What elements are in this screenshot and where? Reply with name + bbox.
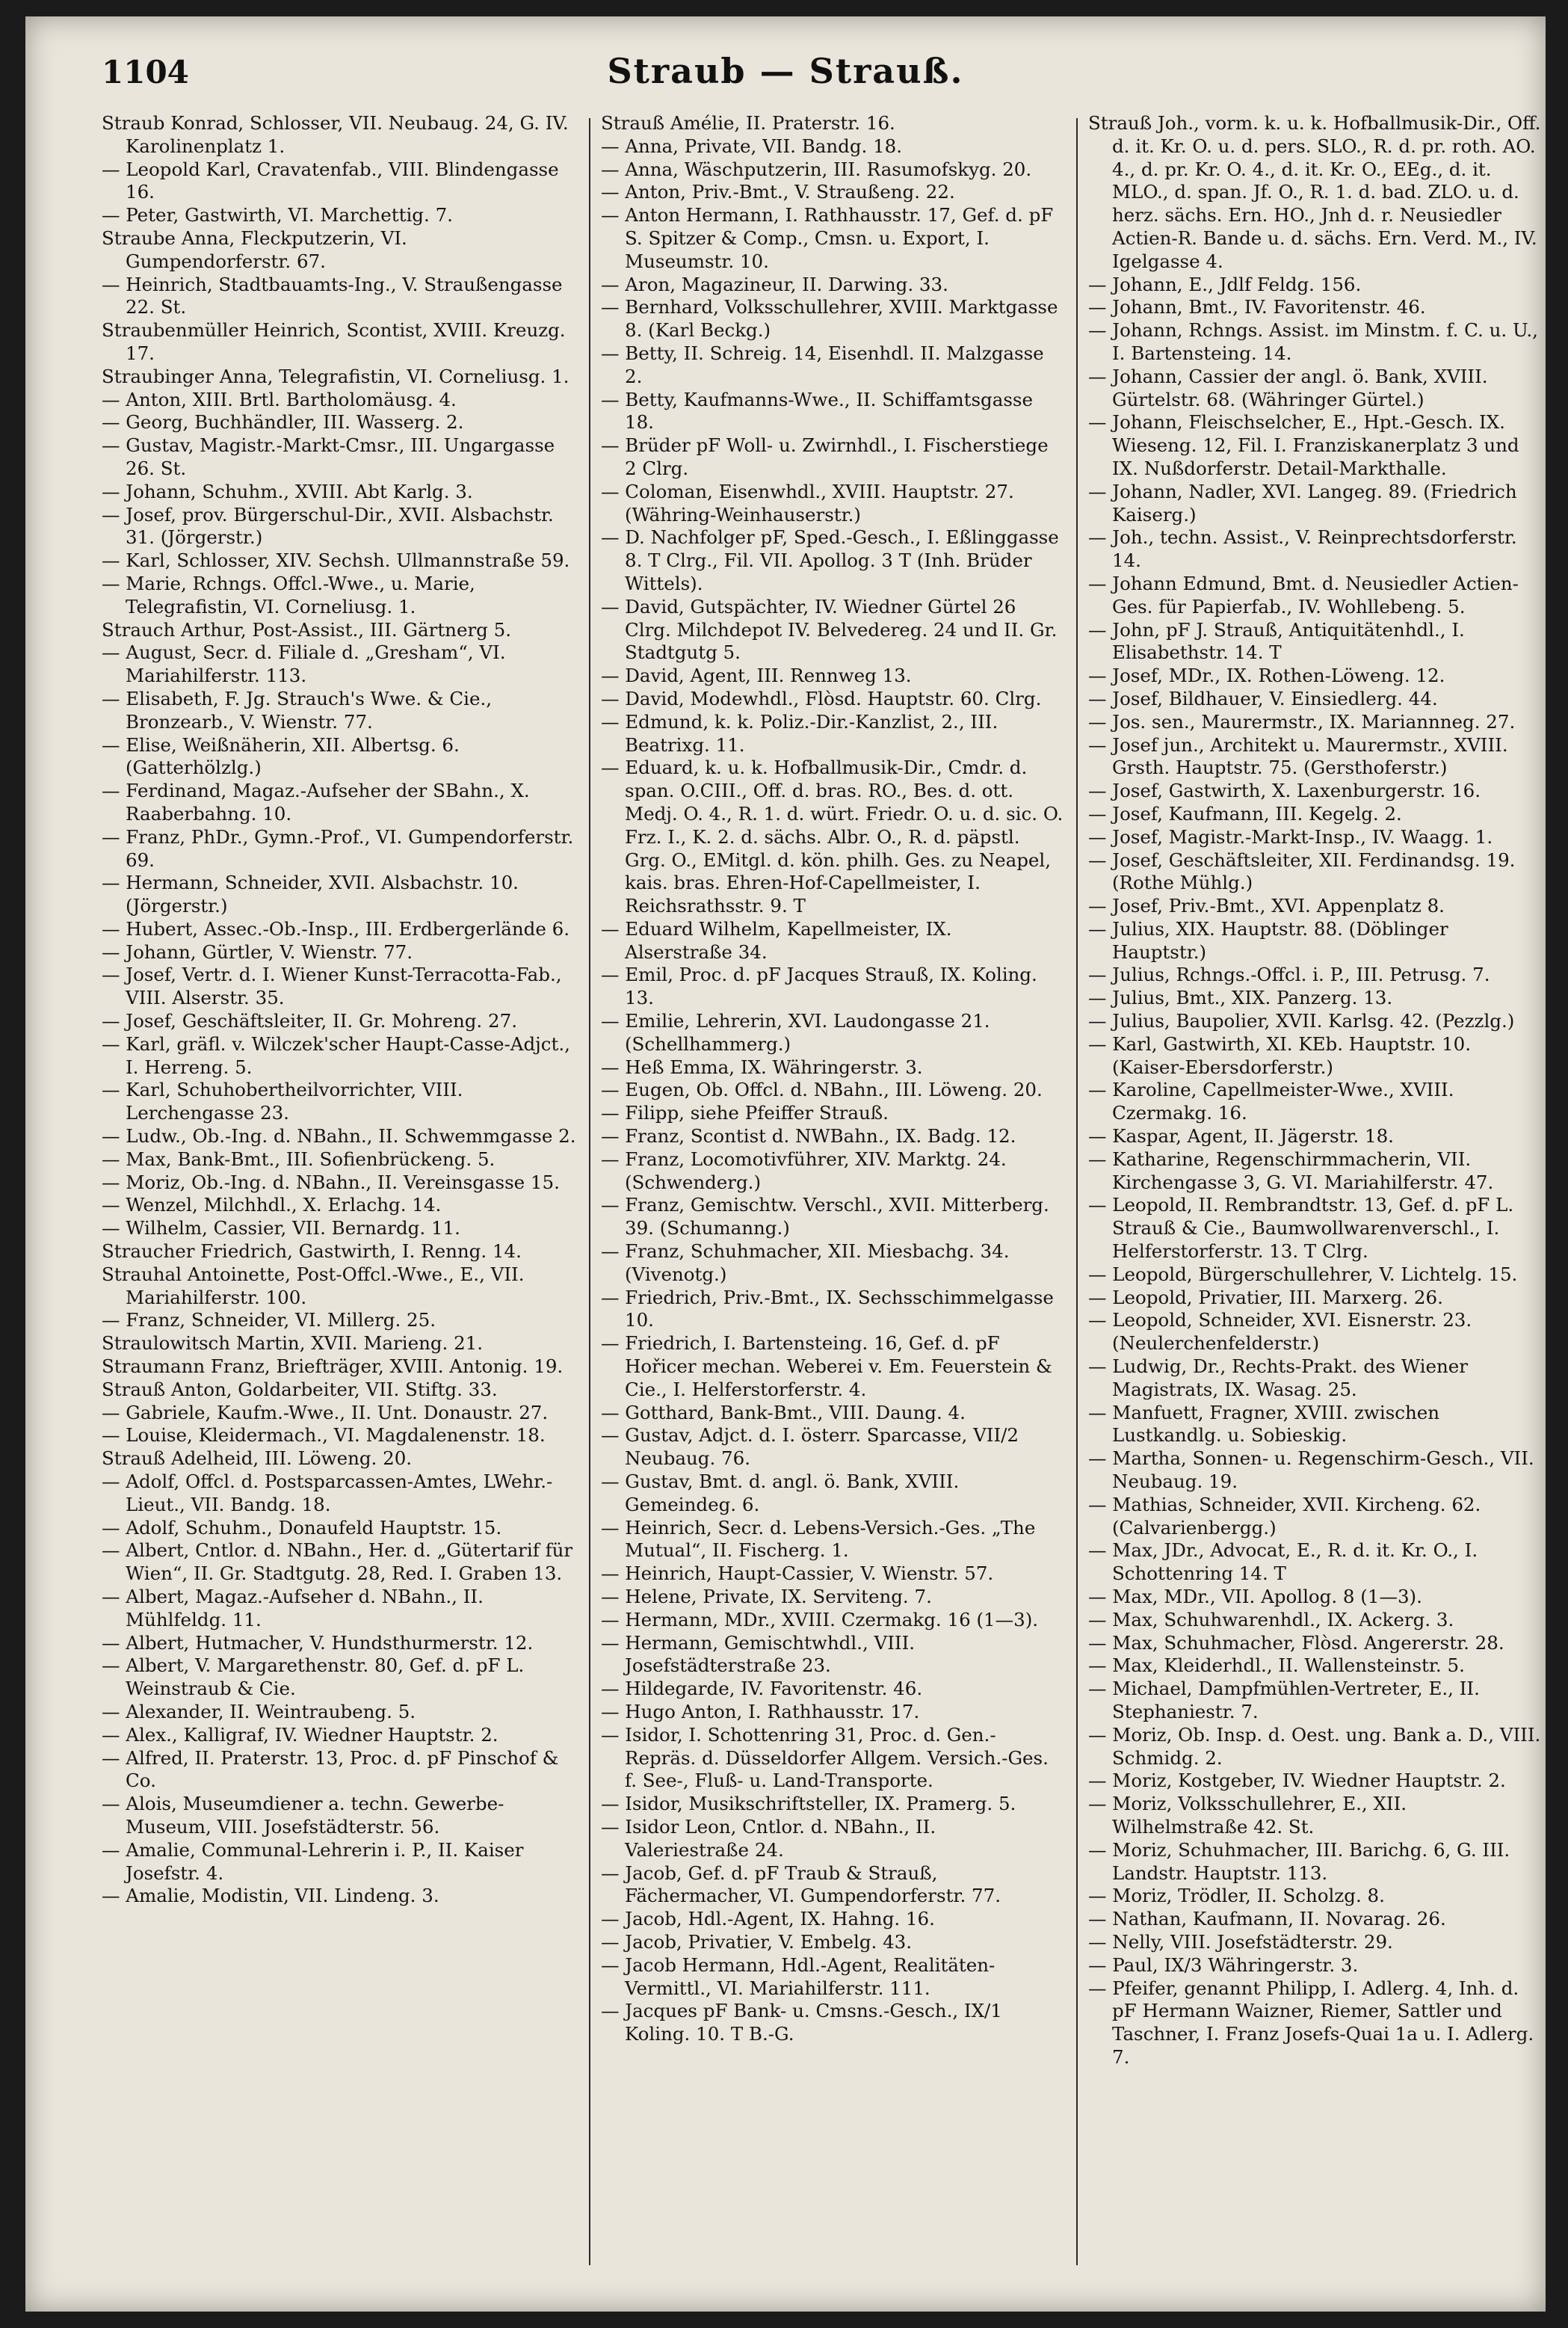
directory-entry: — Anna, Wäschputzerin, III. Rasumofskyg. 20. <box>601 158 1032 180</box>
directory-entry: — Heinrich, Secr. d. Lebens-Versich.-Ges. „The Mutual“, II. Fischerg. 1. <box>601 1516 1036 1562</box>
directory-entry: — Heinrich, Haupt-Cassier, V. Wienstr. 57. <box>601 1562 994 1585</box>
directory-entry: — Josef, Kaufmann, III. Kegelg. 2. <box>1088 802 1402 825</box>
directory-entry: — Leopold Karl, Cravatenfab., VIII. Blindengasse 16. <box>102 158 559 203</box>
directory-entry: — Max, MDr., VII. Apollog. 8 (1—3). <box>1088 1586 1422 1607</box>
directory-entry: — Leopold, Bürgerschullehrer, V. Lichtelg. 15. <box>1088 1263 1518 1285</box>
directory-entry: — Albert, V. Margarethenstr. 80, Gef. d. pF L. Weinstraub & Cie. <box>102 1654 525 1700</box>
directory-entry: Straubenmüller Heinrich, Scontist, XVIII. Kreuzg. 17. <box>102 319 566 364</box>
directory-entry: — Max, Schuhwarenhdl., IX. Ackerg. 3. <box>1088 1608 1454 1630</box>
directory-entry: — Jacob Hermann, Hdl.-Agent, Realitäten-Vermittl., VI. Mariahilferstr. 111. <box>601 1953 996 1999</box>
directory-entry: — Eugen, Ob. Offcl. d. NBahn., III. Löweng. 20. <box>601 1079 1043 1101</box>
directory-entry: — Gustav, Magistr.-Markt-Cmsr., III. Ungargasse 26. St. <box>102 434 555 479</box>
directory-entry: — Edmund, k. k. Poliz.-Dir.-Kanzlist, 2., III. Beatrixg. 11. <box>601 710 998 756</box>
directory-entry: — Heß Emma, IX. Währingerstr. 3. <box>601 1056 923 1078</box>
directory-entry: — Karl, Schuhobertheilvorrichter, VIII. Lerchengasse 23. <box>102 1079 463 1124</box>
directory-entry: — Leopold, II. Rembrandtstr. 13, Gef. d. pF L. Strauß & Cie., Baumwollwarenverschl., I. Helferstorferstr. 13. T Clrg. <box>1088 1194 1514 1263</box>
directory-entry: — Max, Kleiderhdl., II. Wallensteinstr. 5. <box>1088 1654 1465 1677</box>
directory-entry: Strauch Arthur, Post-Assist., III. Gärtnerg 5. <box>102 618 511 641</box>
directory-entry: — Amalie, Modistin, VII. Lindeng. 3. <box>102 1885 439 1907</box>
directory-entry: — Moriz, Schuhmacher, III. Barichg. 6, G. III. Landstr. Hauptstr. 113. <box>1088 1838 1510 1884</box>
directory-entry: — Albert, Magaz.-Aufseher d. NBahn., II. Mühlfeldg. 11. <box>102 1586 484 1630</box>
directory-entry: — Josef, MDr., IX. Rothen-Löweng. 12. <box>1088 665 1445 687</box>
column-rule <box>589 118 590 2265</box>
directory-entry: Strauß Anton, Goldarbeiter, VII. Stiftg. 33. <box>102 1378 498 1400</box>
directory-entry: — Pfeifer, genannt Philipp, I. Adlerg. 4, Inh. d. pF Hermann Waizner, Riemer, Sattler und Taschner, I. Franz Josefs-Quai 1a u. I. Adlerg. 7. <box>1088 1977 1534 2068</box>
directory-entry: — Gustav, Bmt. d. angl. ö. Bank, XVIII. Gemeindeg. 6. <box>601 1471 960 1515</box>
directory-entry: — Ludw., Ob.-Ing. d. NBahn., II. Schwemmgasse 2. <box>102 1125 576 1148</box>
column-rule <box>1076 118 1078 2265</box>
directory-entry: — Moriz, Kostgeber, IV. Wiedner Hauptstr. 2. <box>1088 1770 1506 1792</box>
directory-entry: — Jacques pF Bank- u. Cmsns.-Gesch., IX/1 Koling. 10. T B.-G. <box>601 2000 1002 2045</box>
directory-entry: — Isidor, I. Schottenring 31, Proc. d. Gen.-Repräs. d. Düsseldorfer Allgem. Versich.-Ges. f. See-, Fluß- u. Land-Transporte. <box>601 1723 1049 1792</box>
directory-entry: — Max, Schuhmacher, Flòsd. Angererstr. 28. <box>1088 1631 1504 1654</box>
directory-entry: — Eduard, k. u. k. Hofballmusik-Dir., Cmdr. d. span. O.CIII., Off. d. bras. RO., Bes. d. ott. Medj. O. 4., R. 1. d. würt. Friedr. O. u. d. sic. O. Frz. I., K. 2. d. sächs. Albr. O., R. d. päpstl. Grg. O., EMitgl. d. kön. philh. Ges. zu Neapel, kais. bras. Ehren-Hof-Capellmeister, I. Reichsrathsstr. 9. T <box>601 757 1064 917</box>
directory-entry: — Nelly, VIII. Josefstädterstr. 29. <box>1088 1930 1393 1953</box>
directory-entry: — David, Modewhdl., Flòsd. Hauptstr. 60. Clrg. <box>601 687 1042 709</box>
directory-entry: — Amalie, Communal-Lehrerin i. P., II. Kaiser Josefstr. 4. <box>102 1838 524 1884</box>
directory-entry: — Heinrich, Stadtbauamts-Ing., V. Straußengasse 22. St. <box>102 273 563 318</box>
directory-entry: — Georg, Buchhändler, III. Wasserg. 2. <box>102 411 464 434</box>
directory-entry: — Max, JDr., Advocat, E., R. d. it. Kr. O., I. Schottenring 14. T <box>1088 1539 1478 1585</box>
directory-entry: — David, Gutspächter, IV. Wiedner Gürtel 26 Clrg. Milchdepot IV. Belvedereg. 24 und II. Gr. Stadtgutg 5. <box>601 595 1058 664</box>
directory-entry: Straumann Franz, Briefträger, XVIII. Antonig. 19. <box>102 1355 564 1378</box>
directory-entry: Straubinger Anna, Telegrafistin, VI. Corneliusg. 1. <box>102 365 570 387</box>
directory-columns <box>102 112 1541 2295</box>
directory-entry: — Alois, Museumdiener a. techn. Gewerbe-Museum, VIII. Josefstädterstr. 56. <box>102 1793 504 1838</box>
directory-entry: — Johann, Gürtler, V. Wienstr. 77. <box>102 940 413 963</box>
directory-entry: — Manfuett, Fragner, XVIII. zwischen Lustkandlg. u. Sobieskig. <box>1088 1401 1440 1447</box>
directory-entry: — Brüder pF Woll- u. Zwirnhdl., I. Fischerstiege 2 Clrg. <box>601 434 1049 479</box>
directory-entry: — Isidor Leon, Cntlor. d. NBahn., II. Valeriestraße 24. <box>601 1815 936 1861</box>
directory-entry: — Leopold, Schneider, XVI. Eisnerstr. 23. (Neulerchenfelderstr.) <box>1088 1309 1472 1355</box>
directory-entry: — Josef, Vertr. d. I. Wiener Kunst-Terracotta-Fab., VIII. Alserstr. 35. <box>102 964 562 1009</box>
directory-entry: — Marie, Rchngs. Offcl.-Wwe., u. Marie, Telegrafistin, VI. Corneliusg. 1. <box>102 572 475 618</box>
page-number: 1104 <box>102 54 189 90</box>
directory-entry: — Kaspar, Agent, II. Jägerstr. 18. <box>1088 1125 1394 1148</box>
directory-page <box>25 16 1546 2312</box>
directory-entry: — Josef jun., Architekt u. Maurermstr., XVIII. Grsth. Hauptstr. 75. (Gersthoferstr.) <box>1088 733 1508 779</box>
directory-entry: — Coloman, Eisenwhdl., XVIII. Hauptstr. 27. (Währing-Weinhauserstr.) <box>601 480 1014 526</box>
column-2 <box>601 112 1064 2295</box>
directory-entry: — Elise, Weißnäherin, XII. Albertsg. 6. (Gatterhölzlg.) <box>102 733 460 779</box>
directory-entry: — Josef, Geschäftsleiter, II. Gr. Mohreng. 27. <box>102 1010 517 1032</box>
directory-entry: Straube Anna, Fleckputzerin, VI. Gumpendorferstr. 67. <box>102 227 407 272</box>
directory-entry: — Josef, Priv.-Bmt., XVI. Appenplatz 8. <box>1088 895 1445 917</box>
directory-entry: — Isidor, Musikschriftsteller, IX. Pramerg. 5. <box>601 1793 1016 1815</box>
directory-entry: — Alfred, II. Praterstr. 13, Proc. d. pF Pinschof & Co. <box>102 1746 559 1792</box>
directory-entry: — Josef, Magistr.-Markt-Insp., IV. Waagg. 1. <box>1088 825 1493 848</box>
directory-entry: — Franz, PhDr., Gymn.-Prof., VI. Gumpendorferstr. 69. <box>102 825 574 871</box>
directory-entry: — Julius, Rchngs.-Offcl. i. P., III. Petrusg. 7. <box>1088 964 1490 986</box>
directory-entry: — Gotthard, Bank-Bmt., VIII. Daung. 4. <box>601 1401 966 1423</box>
directory-entry: — Josef, Gastwirth, X. Laxenburgerstr. 16. <box>1088 780 1481 802</box>
directory-entry: — Jacob, Hdl.-Agent, IX. Hahng. 16. <box>601 1908 935 1930</box>
directory-entry: — Adolf, Offcl. d. Postsparcassen-Amtes, LWehr.-Lieut., VII. Bandg. 18. <box>102 1471 553 1515</box>
column-1 <box>102 112 577 2295</box>
directory-entry: — Emil, Proc. d. pF Jacques Strauß, IX. Koling. 13. <box>601 964 1037 1009</box>
directory-entry: — Anton, Priv.-Bmt., V. Straußeng. 22. <box>601 181 955 203</box>
directory-entry: — Moriz, Trödler, II. Scholzg. 8. <box>1088 1885 1385 1907</box>
directory-entry: — Martha, Sonnen- u. Regenschirm-Gesch., VII. Neubaug. 19. <box>1088 1447 1534 1493</box>
directory-entry: — Friedrich, Priv.-Bmt., IX. Sechsschimmelgasse 10. <box>601 1286 1054 1331</box>
directory-entry: — Betty, Kaufmanns-Wwe., II. Schiffamtsgasse 18. <box>601 388 1033 434</box>
directory-entry: — Josef, prov. Bürgerschul-Dir., XVII. Alsbachstr. 31. (Jörgerstr.) <box>102 503 554 549</box>
directory-entry: — Johann, Bmt., IV. Favoritenstr. 46. <box>1088 296 1426 318</box>
directory-entry: Strauß Amélie, II. Praterstr. 16. <box>601 112 895 134</box>
directory-entry: — Moriz, Ob.-Ing. d. NBahn., II. Vereinsgasse 15. <box>102 1171 560 1193</box>
directory-entry: — Paul, IX/3 Währingerstr. 3. <box>1088 1953 1359 1976</box>
directory-entry: — Franz, Locomotivführer, XIV. Marktg. 24. (Schwenderg.) <box>601 1148 1007 1193</box>
directory-entry: — Jos. sen., Maurermstr., IX. Mariannneg. 27. <box>1088 710 1516 733</box>
directory-entry: — Hermann, MDr., XVIII. Czermakg. 16 (1—3). <box>601 1608 1039 1630</box>
column-3 <box>1088 112 1546 2295</box>
directory-entry: — Hermann, Gemischtwhdl., VIII. Josefstädterstraße 23. <box>601 1631 916 1677</box>
directory-entry: — Ludwig, Dr., Rechts-Prakt. des Wiener Magistrats, IX. Wasag. 25. <box>1088 1355 1468 1400</box>
directory-entry: — Hubert, Assec.-Ob.-Insp., III. Erdbergerlände 6. <box>102 917 570 940</box>
directory-entry: — Johann, Nadler, XVI. Langeg. 89. (Friedrich Kaiserg.) <box>1088 480 1517 526</box>
directory-entry: — Moriz, Ob. Insp. d. Oest. ung. Bank a. D., VIII. Schmidg. 2. <box>1088 1723 1541 1769</box>
directory-entry: — Alexander, II. Weintraubeng. 5. <box>102 1700 416 1722</box>
directory-entry: — Julius, XIX. Hauptstr. 88. (Döblinger Hauptstr.) <box>1088 917 1448 963</box>
directory-entry: — Alex., Kalligraf, IV. Wiedner Hauptstr. 2. <box>102 1723 499 1746</box>
directory-entry: — Joh., techn. Assist., V. Reinprechtsdorferstr. 14. <box>1088 526 1517 572</box>
directory-entry: — Julius, Bmt., XIX. Panzerg. 13. <box>1088 987 1393 1009</box>
directory-entry: — David, Agent, III. Rennweg 13. <box>601 665 912 687</box>
directory-entry: — Gustav, Adjct. d. I. österr. Sparcasse, VII/2 Neubaug. 76. <box>601 1424 1019 1470</box>
directory-entry: — Albert, Cntlor. d. NBahn., Her. d. „Gütertarif für Wien“, II. Gr. Stadtgutg. 28, Red. I. Graben 13. <box>102 1539 573 1585</box>
directory-entry: — Jacob, Privatier, V. Embelg. 43. <box>601 1930 913 1953</box>
directory-entry: — Friedrich, I. Bartensteing. 16, Gef. d. pF Hořicer mechan. Weberei v. Em. Feuerstein & Cie., I. Helferstorferstr. 4. <box>601 1332 1052 1400</box>
directory-entry: — D. Nachfolger pF, Sped.-Gesch., I. Eßlinggasse 8. T Clrg., Fil. VII. Apollog. 3 T (Inh. Brüder Wittels). <box>601 526 1059 594</box>
directory-entry: — Julius, Baupolier, XVII. Karlsg. 42. (Pezzlg.) <box>1088 1010 1515 1032</box>
directory-entry: — Gabriele, Kaufm.-Wwe., II. Unt. Donaustr. 27. <box>102 1401 549 1423</box>
directory-entry: — Wenzel, Milchhdl., X. Erlachg. 14. <box>102 1194 442 1216</box>
directory-entry: — Karl, Schlosser, XIV. Sechsh. Ullmannstraße 59. <box>102 549 570 572</box>
directory-entry: — Mathias, Schneider, XVII. Kircheng. 62. (Calvarienbergg.) <box>1088 1493 1481 1539</box>
directory-entry: — Aron, Magazineur, II. Darwing. 33. <box>601 273 948 295</box>
directory-entry: — Eduard Wilhelm, Kapellmeister, IX. Alserstraße 34. <box>601 917 952 963</box>
directory-entry: — Franz, Schneider, VI. Millerg. 25. <box>102 1309 436 1331</box>
directory-entry: — Emilie, Lehrerin, XVI. Laudongasse 21. (Schellhammerg.) <box>601 1010 990 1055</box>
directory-entry: — Ferdinand, Magaz.-Aufseher der SBahn., X. Raaberbahng. 10. <box>102 780 530 825</box>
directory-entry: — Filipp, siehe Pfeiffer Strauß. <box>601 1102 889 1124</box>
directory-entry: Strauß Adelheid, III. Löweng. 20. <box>102 1447 413 1470</box>
directory-entry: — Michael, Dampfmühlen-Vertreter, E., II. Stephaniestr. 7. <box>1088 1678 1480 1722</box>
directory-entry: — Josef, Bildhauer, V. Einsiedlerg. 44. <box>1088 687 1438 709</box>
directory-entry: — Albert, Hutmacher, V. Hundsthurmerstr. 12. <box>102 1631 534 1654</box>
directory-entry: — Johann, Rchngs. Assist. im Minstm. f. C. u. U., I. Bartensteing. 14. <box>1088 319 1538 364</box>
directory-entry: — Helene, Private, IX. Serviteng. 7. <box>601 1586 932 1607</box>
directory-entry: — Bernhard, Volksschullehrer, XVIII. Marktgasse 8. (Karl Beckg.) <box>601 296 1058 342</box>
directory-entry: — Karoline, Capellmeister-Wwe., XVIII. Czermakg. 16. <box>1088 1079 1454 1124</box>
directory-entry: — Nathan, Kaufmann, II. Novarag. 26. <box>1088 1908 1446 1930</box>
directory-entry: — Jacob, Gef. d. pF Traub & Strauß, Fächermacher, VI. Gumpendorferstr. 77. <box>601 1862 1001 1907</box>
directory-entry: — Johann, Schuhm., XVIII. Abt Karlg. 3. <box>102 480 473 502</box>
directory-entry: — August, Secr. d. Filiale d. „Gresham“, VI. Mariahilferstr. 113. <box>102 641 506 687</box>
directory-entry: — Karl, gräfl. v. Wilczek'scher Haupt-Casse-Adjct., I. Herreng. 5. <box>102 1032 570 1078</box>
directory-entry: — Peter, Gastwirth, VI. Marchettig. 7. <box>102 204 453 227</box>
directory-entry: — Johann Edmund, Bmt. d. Neusiedler Actien-Ges. für Papierfab., IV. Wohllebeng. 5. <box>1088 572 1519 618</box>
directory-entry: — Hermann, Schneider, XVII. Alsbachstr. 10. (Jörgerstr.) <box>102 872 519 917</box>
directory-entry: — Max, Bank-Bmt., III. Sofienbrückeng. 5. <box>102 1148 496 1170</box>
directory-entry: — Johann, Cassier der angl. ö. Bank, XVIII. Gürtelstr. 68. (Währinger Gürtel.) <box>1088 365 1488 410</box>
directory-entry: — Franz, Scontist d. NWBahn., IX. Badg. 12. <box>601 1125 1016 1148</box>
directory-entry: — Johann, Fleischselcher, E., Hpt.-Gesch. IX. Wieseng. 12, Fil. I. Franziskanerplatz 3 und IX. Nußdorferstr. Detail-Markthalle. <box>1088 411 1519 479</box>
directory-entry: — Karl, Gastwirth, XI. KEb. Hauptstr. 10. (Kaiser-Ebersdorferstr.) <box>1088 1032 1472 1078</box>
directory-entry: — Elisabeth, F. Jg. Strauch's Wwe. & Cie., Bronzearb., V. Wienstr. 77. <box>102 687 493 733</box>
directory-entry: — John, pF J. Strauß, Antiquitätenhdl., I. Elisabethstr. 14. T <box>1088 618 1465 664</box>
directory-entry: Straulowitsch Martin, XVII. Marieng. 21. <box>102 1332 484 1355</box>
directory-entry: — Hugo Anton, I. Rathhausstr. 17. <box>601 1700 920 1722</box>
directory-entry: Strauß Joh., vorm. k. u. k. Hofballmusik-Dir., Off. d. it. Kr. O. u. d. pers. SLO., R. d. pr. roth. AO. 4., d. pr. Kr. O. 4., d. it. Kr. O., EEg., d. it. MLO., d. span. Jf. O., R. 1. d. bad. ZLO. u. d. herz. sächs. Ern. HO., Jnh d. r. Neusiedler Actien-R. Bande u. d. sächs. Ern. Verd. M., IV. Igelgasse 4. <box>1088 112 1541 272</box>
directory-entry: — Franz, Gemischtw. Verschl., XVII. Mitterberg. 39. (Schumanng.) <box>601 1194 1049 1240</box>
directory-entry: — Adolf, Schuhm., Donaufeld Hauptstr. 15. <box>102 1516 502 1539</box>
directory-entry: — Betty, II. Schreig. 14, Eisenhdl. II. Malzgasse 2. <box>601 342 1044 387</box>
directory-entry: — Wilhelm, Cassier, VII. Bernardg. 11. <box>102 1217 460 1240</box>
page-header <box>25 46 1546 99</box>
directory-entry: — Franz, Schuhmacher, XII. Miesbachg. 34. (Vivenotg.) <box>601 1240 1010 1285</box>
directory-entry: — Katharine, Regenschirmmacherin, VII. Kirchengasse 3, G. VI. Mariahilferstr. 47. <box>1088 1148 1494 1193</box>
directory-entry: — Moriz, Volksschullehrer, E., XII. Wilhelmstraße 42. St. <box>1088 1793 1407 1838</box>
directory-entry: — Johann, E., Jdlf Feldg. 156. <box>1088 273 1362 295</box>
directory-entry: — Louise, Kleidermach., VI. Magdalenenstr. 18. <box>102 1424 546 1447</box>
directory-entry: Straub Konrad, Schlosser, VII. Neubaug. 24, G. IV. Karolinenplatz 1. <box>102 112 569 157</box>
directory-entry: — Leopold, Privatier, III. Marxerg. 26. <box>1088 1286 1443 1308</box>
directory-entry: — Anna, Private, VII. Bandg. 18. <box>601 135 903 157</box>
directory-entry: — Anton, XIII. Brtl. Bartholomäusg. 4. <box>102 388 457 410</box>
directory-entry: Straucher Friedrich, Gastwirth, I. Renng. 14. <box>102 1240 522 1263</box>
directory-entry: — Josef, Geschäftsleiter, XII. Ferdinandsg. 19. (Rothe Mühlg.) <box>1088 849 1516 894</box>
directory-entry: Strauhal Antoinette, Post-Offcl.-Wwe., E., VII. Mariahilferstr. 100. <box>102 1263 525 1308</box>
directory-entry: — Hildegarde, IV. Favoritenstr. 46. <box>601 1678 923 1700</box>
directory-entry: — Anton Hermann, I. Rathhausstr. 17, Gef. d. pF S. Spitzer & Comp., Cmsn. u. Export, I. Museumstr. 10. <box>601 204 1054 272</box>
running-head: Straub — Strauß. <box>607 51 964 91</box>
